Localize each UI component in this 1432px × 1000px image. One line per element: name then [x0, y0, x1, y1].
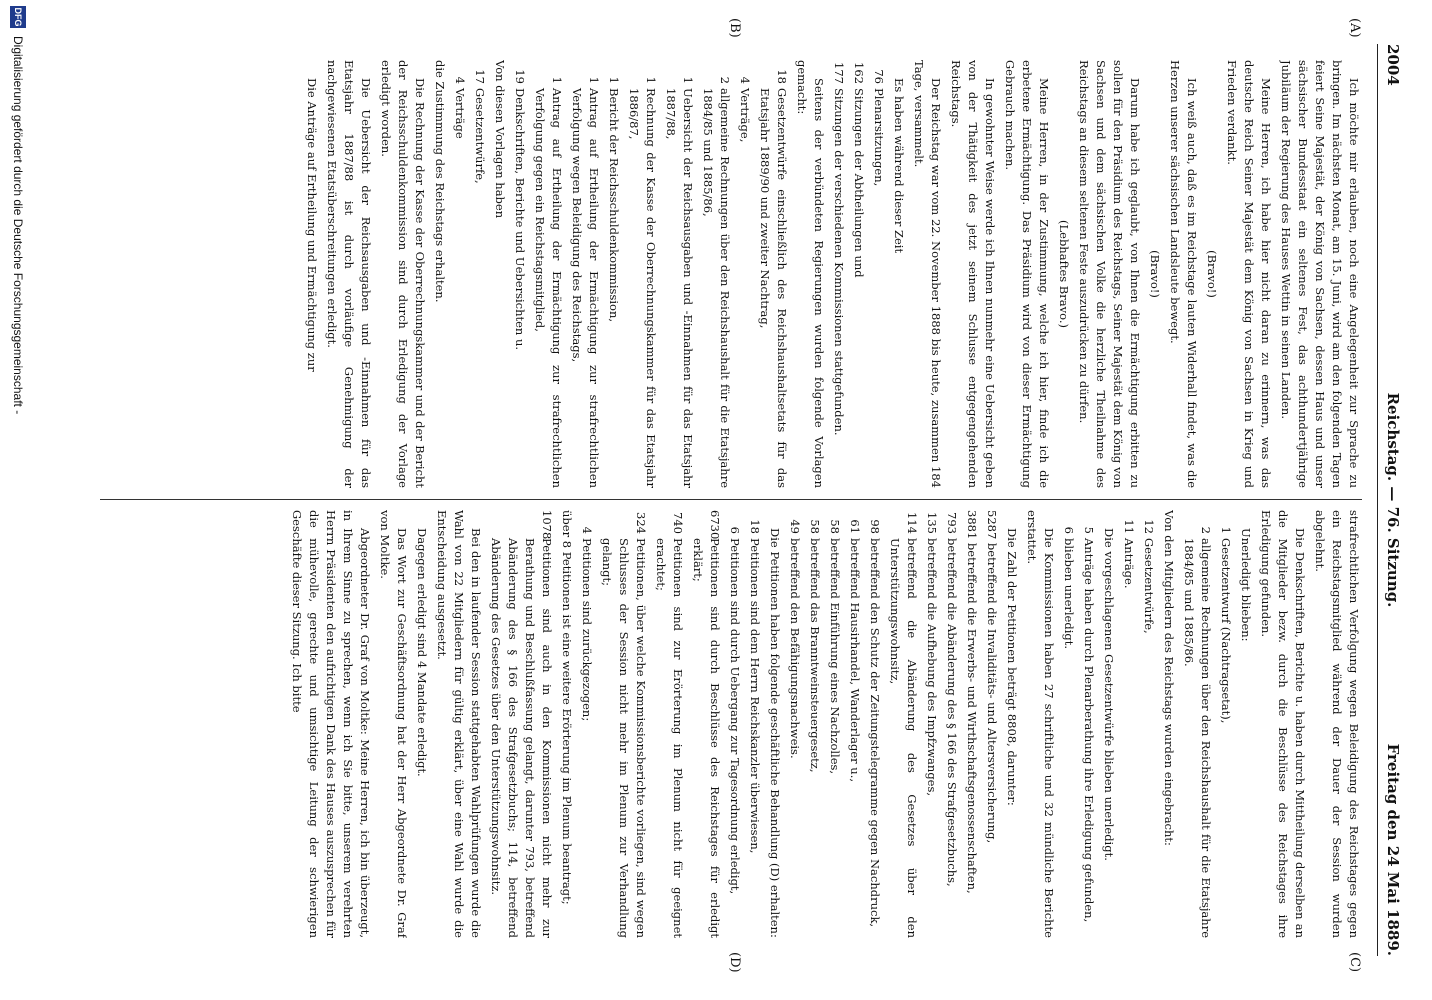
paragraph: Die Denkschriften, Berichte u. haben durch Mittheilung derselben an die Mitglieder bezw. durch die Beschlüsse des Reichstages ihre Erledigung gefunden.	[1259, 510, 1307, 938]
list-item	[471, 60, 488, 488]
petition-category: 3881 betreffend die Erwerbs- und Wirthschaftsgenossenschaften,	[965, 510, 979, 894]
list-item	[826, 510, 843, 938]
item-text: Sitzungen der verschiedenen Kommissionen stattgefunden.	[832, 88, 846, 436]
item-count: 76	[872, 69, 886, 84]
interjection: (Lebhaftes Bravo.)	[1057, 220, 1071, 328]
item-text: betreffend Einführung eines Nachzolles,	[828, 538, 842, 775]
dfg-logo: DFG	[10, 6, 26, 28]
paragraph: In gewohnter Weise werde ich Ihnen nunmehr eine Uebersicht geben von der Thätigkeit des jetzt seinem Schlusse entgegengehenden Reichstags.	[949, 60, 997, 488]
list-item	[870, 60, 887, 488]
item-text: Petitionen sind durch Beschlüsse des Reichstages für erledigt erklärt;	[691, 538, 722, 938]
item-text: Petitionen sind durch Uebergang zur Tagesordnung erledigt,	[728, 538, 742, 895]
item-text: Verträge	[453, 88, 467, 139]
item-count: 1	[681, 76, 695, 84]
paragraph: Dagegen erledigt sind 4 Mandate erledigt.	[415, 528, 429, 777]
item-count: 1	[607, 76, 621, 84]
list-item	[786, 510, 803, 938]
paragraph: Die Rechnung der Kasse der Oberrechnungskammer und der Bericht der Reichsschuldenkommission sind durch Erledigung der Vorlage erledigt worden.	[379, 60, 427, 488]
item-text: Denkschriften, Berichte und Uebersichten u.	[513, 88, 527, 351]
item-text: Bericht der Reichsschuldenkommission,	[607, 88, 621, 323]
list-item	[652, 510, 686, 938]
item-text: Petitionen sind dem Herrn Reichskanzler überwiesen,	[748, 538, 762, 854]
item-text: Antrag auf Ertheilung der Ermächtigung zur strafrechtlichen Verfolgung gegen ein Reichstagsmitglied,	[533, 88, 564, 488]
item-count: 4	[738, 76, 752, 84]
list-item	[531, 60, 565, 488]
list-item	[511, 60, 528, 488]
list-item	[487, 510, 555, 938]
page-number: 2004	[1384, 44, 1402, 86]
item-count: 58	[828, 519, 842, 534]
list-item	[689, 510, 723, 938]
item-count: 58	[808, 519, 822, 534]
item-count: 2	[1199, 526, 1213, 534]
item-text: betreffend das Branntweinsteuergesetz,	[808, 538, 822, 773]
paragraph: Abgeordneter Dr. Graf von Moltke: Meine Herren, ich bin überzeugt, in Ihrem Sinne zu sprechen, wenn ich Sie bitte, unserem verehrten Herrn Präsidenten den aufrichtigen Dank des Hauses auszusprechen für die mühevolle, gerechte und umsichtige Leitung der schwierigen Geschäfte dieser Sitzung. Ich bitte	[290, 510, 372, 938]
item-text: Petitionen sind auch in den Kommissionen nicht mehr zur Berathung und Beschlußfassung gelangt, darunter 793, betreffend Abänderung des § 166 des Strafgesetzbuchs; 114, betreffend Abänderung des Gesetzes über den Unterstützungswohnsitz.	[489, 538, 554, 938]
paragraph: Die vorgeschlagenen Gesetzentwürfe blieben unerledigt.	[1102, 528, 1116, 861]
item-count: 6	[728, 526, 742, 534]
paragraph: Die Zahl der Petitionen beträgt 8808, darunter:	[1005, 528, 1019, 806]
item-count: 135	[925, 512, 939, 534]
paragraph: Von den Mitgliedern des Reichstags wurden eingebracht:	[1162, 510, 1176, 846]
paragraph: Das Wort zur Geschäftsordnung hat der Herr Abgeordnete Dr. Graf von Moltke.	[378, 510, 409, 938]
item-count: 49	[788, 519, 802, 534]
item-text: Gesetzentwurf (Nachtragsetat),	[1219, 538, 1233, 724]
petition-category: 5287 betreffend die Invaliditäts- und Altersversicherung,	[985, 510, 999, 844]
paragraph: Die Kommissionen haben 27 schriftliche und 32 mündliche Berichte erstattet.	[1025, 510, 1056, 938]
item-text: Gesetzentwürfe,	[473, 88, 487, 184]
item-count: 18	[748, 519, 762, 534]
paragraph: Der Reichstag war vom 22. November 1888 bis heute, zusammen 184 Tage, versammelt.	[912, 60, 943, 488]
item-text: Petitionen sind zurückgezogen;	[580, 538, 594, 722]
item-count: 1	[1219, 526, 1233, 534]
item-count: 793	[945, 512, 959, 534]
item-count: 324	[634, 512, 648, 534]
list-item	[605, 60, 622, 488]
list-item	[1120, 510, 1137, 938]
item-count: 19	[513, 69, 527, 84]
list-item	[736, 60, 753, 488]
margin-mark-a: (A)	[1347, 18, 1362, 38]
item-count: 6	[1062, 526, 1076, 534]
list-item	[850, 60, 867, 488]
item-text: Rechnung der Kasse der Oberrechnungskammer für das Etatsjahr 1886/87,	[627, 88, 658, 488]
margin-mark-c: (C)	[1347, 952, 1362, 973]
paragraph: Darum habe ich geglaubt, von Ihnen die Ermächtigung erbitten zu sollen für den Präsidium des Reichstags, Seiner Majestät dem König von Sachsen und dem sächsischen Volke die herzliche Theilnahme des Reichstags an diesem seltenen Feste auszudrücken zu dürfen.	[1077, 60, 1142, 488]
list-item	[943, 510, 960, 938]
session-date: Freitag den 24 Mai 1889.	[1384, 743, 1402, 956]
item-count: 162	[852, 62, 866, 84]
item-count: 740	[671, 512, 685, 534]
list-item	[578, 510, 595, 938]
item-text: betreffend die Aufhebung des Impfzwanges,	[925, 538, 939, 797]
item-text: Anträge haben durch Plenarberathung ihre Erledigung gefunden,	[1082, 538, 1096, 923]
list-item	[1060, 510, 1077, 938]
digitization-footer	[6, 0, 30, 1000]
list-item	[846, 510, 863, 938]
item-text: Plenarsitzungen,	[872, 88, 886, 187]
item-count: 61	[848, 519, 862, 534]
list-item	[756, 60, 790, 488]
item-text: allgemeine Rechnungen über den Reichshaushalt für die Etatsjahre 1884/85 und 1885/86.	[1182, 538, 1213, 938]
item-count: 2	[718, 76, 732, 84]
item-count: 98	[868, 519, 882, 534]
right-column	[100, 510, 1362, 938]
interjection: (Bravo!)	[1205, 250, 1219, 298]
paragraph: Unerledigt blieben:	[1239, 528, 1253, 642]
list-item	[830, 60, 847, 488]
item-count: 1	[644, 76, 658, 84]
list-item	[1080, 510, 1097, 938]
item-count: 1	[550, 76, 564, 84]
paragraph: die Zustimmung des Reichstags erhalten.	[433, 60, 447, 303]
column-divider	[100, 499, 1362, 500]
list-item	[726, 510, 743, 938]
paragraph: Die Petitionen haben folgende geschäftliche Behandlung (D) erhalten:	[768, 528, 782, 938]
item-count: 6730	[708, 510, 722, 540]
list-item	[923, 510, 940, 938]
list-item	[625, 60, 659, 488]
list-item	[598, 510, 649, 938]
footer-text: Digitalisierung gefördert durch die Deutsche Forschungsgemeinschaft -	[11, 36, 25, 415]
paragraph: Von diesen Vorlagen haben	[493, 60, 507, 219]
list-item	[866, 510, 883, 938]
paragraph: Seitens der verbündeten Regierungen wurden folgende Vorlagen gemacht:	[795, 60, 826, 488]
paragraph: Meine Herren, ich habe hier nicht daran zu erinnern, was das deutsche Reich Seiner Majestät dem König von Sachsen in Krieg und Frieden verdankt.	[1225, 60, 1273, 488]
page-title: Reichstag. — 76. Sitzung.	[1384, 392, 1402, 608]
item-count: 1078	[540, 510, 554, 540]
item-text: Petitionen sind zur Erörterung im Plenum nicht für geeignet erachtet;	[654, 538, 685, 938]
item-count: 11	[1122, 519, 1136, 534]
list-item	[1180, 510, 1214, 938]
item-count: 17	[473, 69, 487, 84]
paragraph: Meine Herren, in der Zustimmung, welche ich hier, finde ich die erbetene Ermächtigung. Das Präsidium wird von dieser Ermächtigung Gebrauch machen.	[1003, 60, 1051, 488]
list-item	[1140, 510, 1157, 938]
item-count: 177	[832, 62, 846, 84]
item-text: Petitionen, über welche Kommissionsberichte vorliegen, sind wegen Schlusses der Session nicht mehr im Plenum zur Verhandlung gelangt;	[600, 538, 648, 938]
list-item	[451, 60, 468, 488]
item-text: Gesetzentwürfe,	[1142, 538, 1156, 634]
paragraph: Die Anträge auf Ertheilung und Ermächtigung zur	[305, 78, 319, 372]
list-item	[568, 60, 602, 488]
paragraph: Die Uebersicht der Reichsausgaben und -Einnahmen für das Etatsjahr 1887/88 ist durch vorläufige Genehmigung der nachgewiesenen Etatsüberschreitungen erledigt.	[325, 60, 373, 488]
item-text: Uebersicht der Reichsausgaben und -Einnahmen für das Etatsjahr 1887/88,	[664, 88, 695, 488]
item-count: 4	[580, 526, 594, 534]
item-text: Antrag auf Ertheilung der Ermächtigung zur strafrechtlichen Verfolgung wegen Beleidigung des Reichstags,	[570, 88, 601, 488]
paragraph: über 8 Petitionen ist eine weitere Erörterung im Plenum beantragt;	[560, 510, 574, 905]
item-count: 4	[453, 76, 467, 84]
item-text: Sitzungen der Abtheilungen und	[852, 88, 866, 278]
left-column	[100, 60, 1362, 488]
item-count: 5	[1082, 526, 1096, 534]
paragraph: Ich möchte mir erlauben, noch eine Angelegenheit zur Sprache zu bringen. Im nächsten Monat, am 15. Juni, wird am den folgenden Tagen feiert Seine Majestät, der König von Sachsen, dessen Haus und unser sächsischer Bundesstaat ein seltenes Fest, das achthundertjährige Jubiläum der Regierung des Hauses Wettin in seinen Landen.	[1279, 60, 1361, 488]
paragraph: Es haben während dieser Zeit	[892, 78, 906, 254]
list-item	[662, 60, 696, 488]
list-item	[806, 510, 823, 938]
item-text: blieben unerledigt.	[1062, 538, 1076, 650]
item-text: Verträge,	[738, 88, 752, 143]
item-text: Anträge.	[1122, 538, 1136, 589]
item-text: betreffend die Abänderung des Gesetzes über den Unterstützungswohnsitz,	[888, 538, 919, 938]
item-text: allgemeine Rechnungen über den Reichshaushalt für die Etatsjahre 1884/85 und 1885/86,	[701, 88, 732, 488]
item-text: Gesetzentwürfe einschließlich des Reichshaushaltsetats für das Etatsjahr 1889/90 und zweiter Nachtrag,	[758, 88, 789, 488]
list-item	[886, 510, 920, 938]
paragraph: Bei den in laufender Session stattgehabten Wahlprüfungen wurde die Wahl von 22 Mitgliedern für gültig erklärt, über eine Wahl wurde die Entscheidung ausgesetzt.	[435, 510, 483, 938]
item-text: betreffend den Befähigungsnachweis.	[788, 538, 802, 759]
item-text: betreffend den Schutz der Zeitungstelegramme gegen Nachdruck,	[868, 538, 882, 928]
list-item	[1217, 510, 1234, 938]
item-count: 1	[587, 76, 601, 84]
list-item	[699, 60, 733, 488]
margin-mark-d: (D)	[727, 952, 742, 973]
page-header	[1377, 44, 1404, 956]
margin-mark-b: (B)	[727, 18, 742, 38]
item-count: 114	[905, 512, 919, 534]
item-count: 12	[1142, 519, 1156, 534]
item-count: 18	[775, 69, 789, 84]
list-item	[746, 510, 763, 938]
item-text: betreffend Hausirhandel, Wanderlager u.,	[848, 538, 862, 783]
paragraph: strafrechtlichen Verfolgung wegen Beleidigung des Reichstages gegen ein Reichstagsmitglied während der Dauer der Session wurden abgelehnt.	[1313, 510, 1361, 938]
interjection: (Bravo!)	[1148, 250, 1162, 298]
paragraph: Ich weiß auch, daß es im Reichstage lauten Widerhall findet, was die Herzen unserer sächsischen Landsleute bewegt.	[1168, 60, 1199, 488]
item-text: betreffend die Abänderung des § 166 des Strafgesetzbuchs,	[945, 538, 959, 887]
